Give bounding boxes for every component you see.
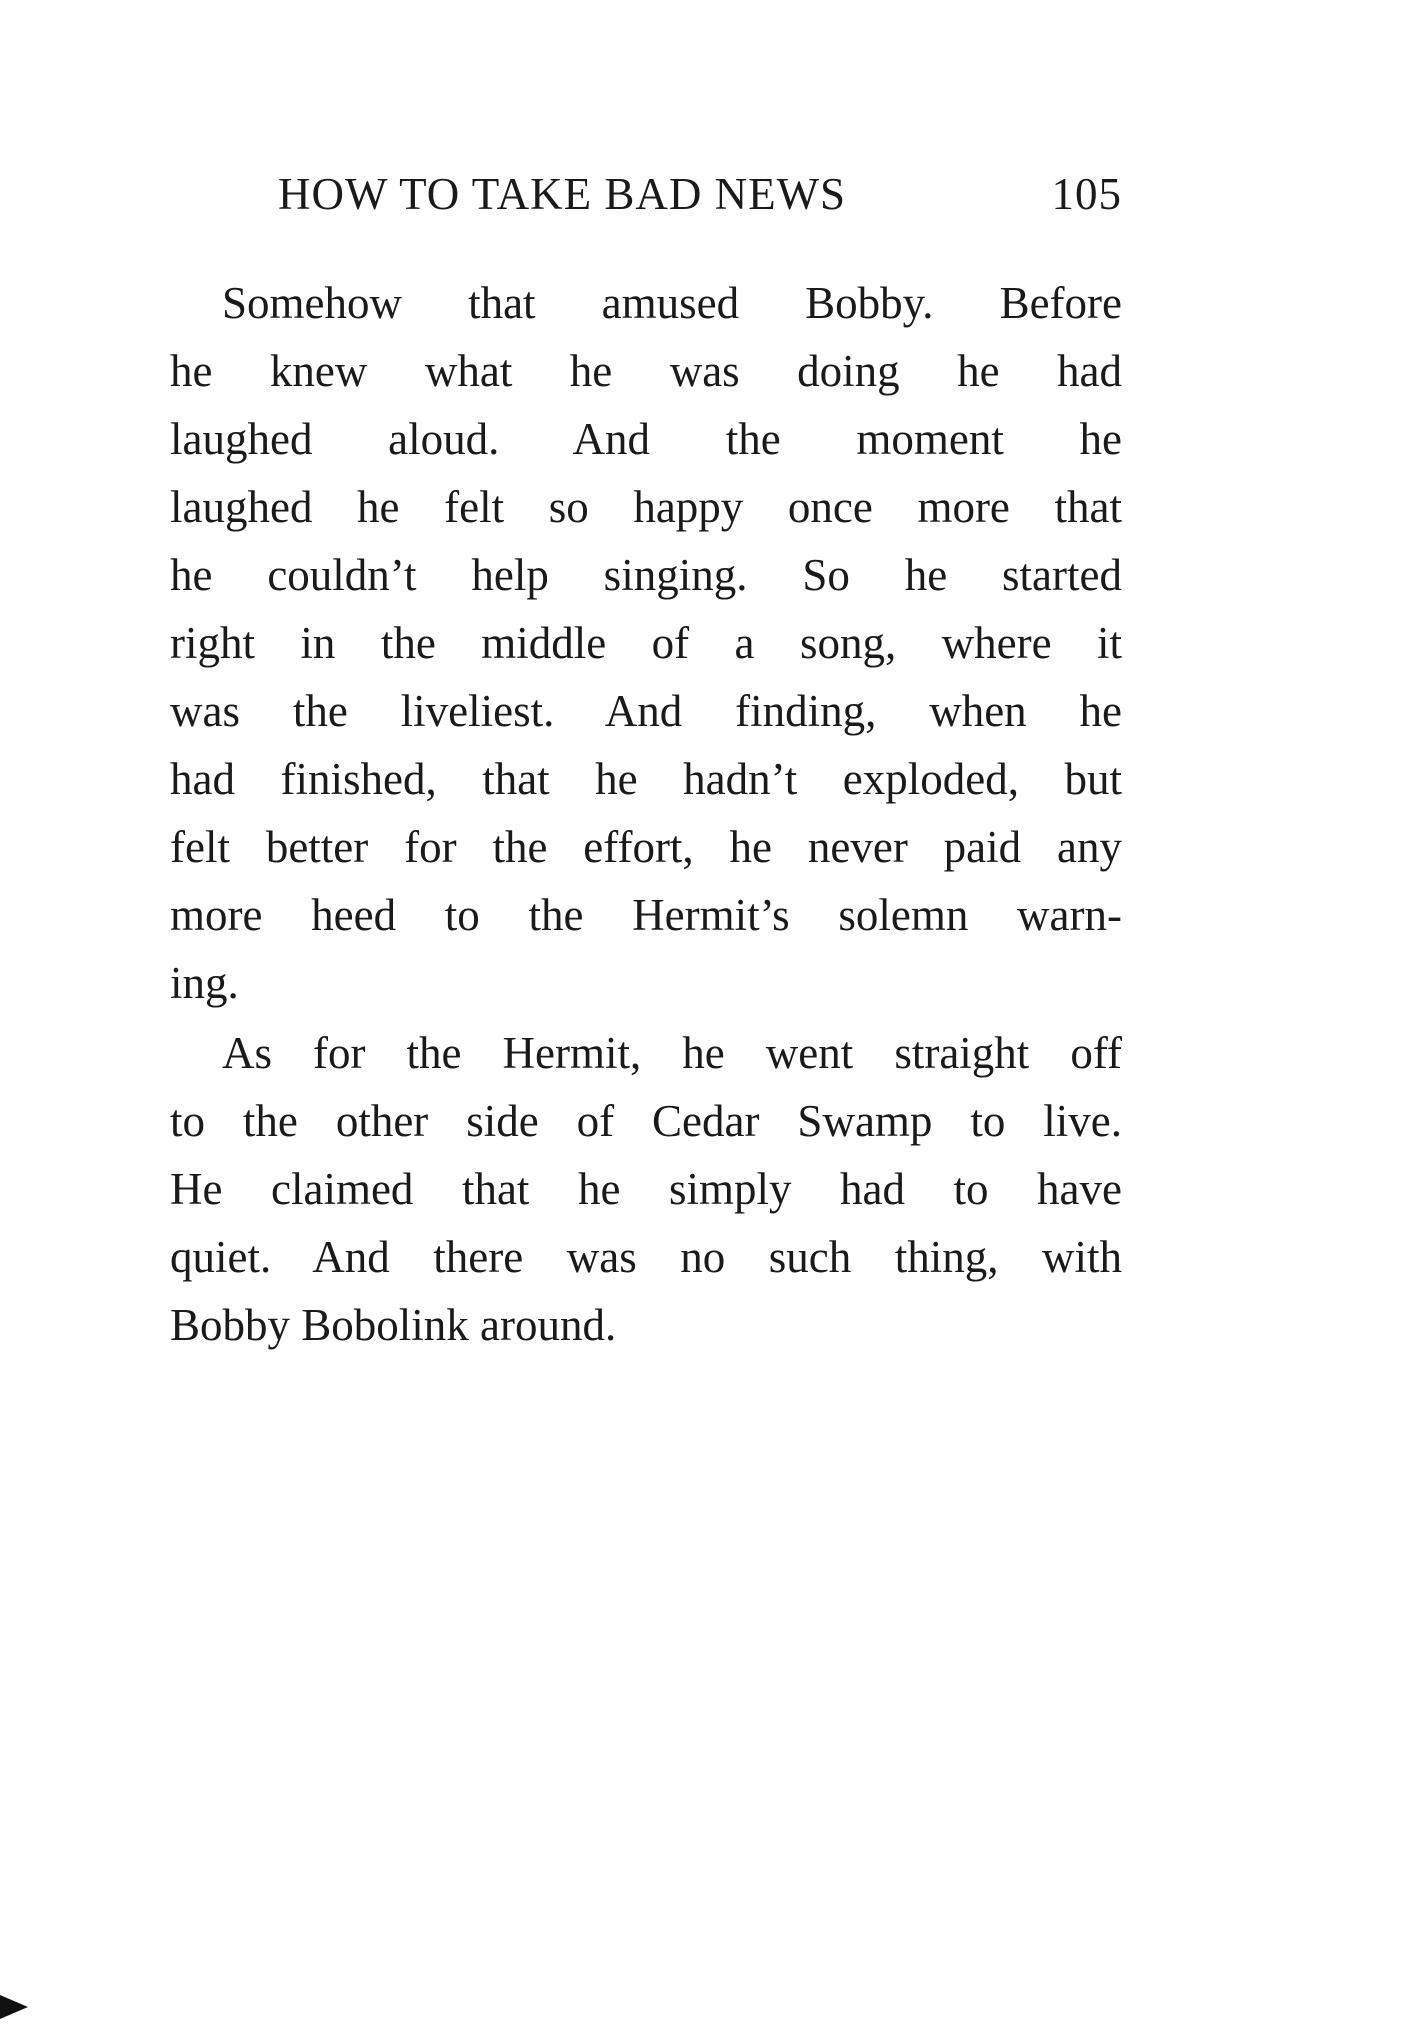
- text-line: felt better for the effort, he never paid any: [170, 822, 1122, 872]
- text-line: Bobby Bobolink around.: [170, 1300, 617, 1350]
- text-line: laughed aloud. And the moment he: [170, 414, 1122, 464]
- text-line: He claimed that he simply had to have: [170, 1164, 1122, 1214]
- page-number: 105: [1051, 169, 1122, 219]
- text-line: Somehow that amused Bobby. Before: [222, 278, 1122, 328]
- text-line: to the other side of Cedar Swamp to live.: [170, 1096, 1122, 1146]
- text-line: right in the middle of a song, where it: [170, 618, 1122, 668]
- text-line: As for the Hermit, he went straight off: [222, 1028, 1122, 1078]
- scan-corner-mark: [0, 1995, 28, 2019]
- text-line: laughed he felt so happy once more that: [170, 482, 1122, 532]
- chapter-title: HOW TO TAKE BAD NEWS: [278, 169, 847, 219]
- text-line: quiet. And there was no such thing, with: [170, 1232, 1122, 1282]
- running-head: [278, 168, 1122, 228]
- text-line: he knew what he was doing he had: [170, 346, 1122, 396]
- text-line: more heed to the Hermit’s solemn warn-: [170, 890, 1122, 940]
- text-line: was the liveliest. And finding, when he: [170, 686, 1122, 736]
- text-line: had finished, that he hadn’t exploded, but: [170, 754, 1122, 804]
- text-line: he couldn’t help singing. So he started: [170, 550, 1122, 600]
- text-line: ing.: [170, 958, 239, 1008]
